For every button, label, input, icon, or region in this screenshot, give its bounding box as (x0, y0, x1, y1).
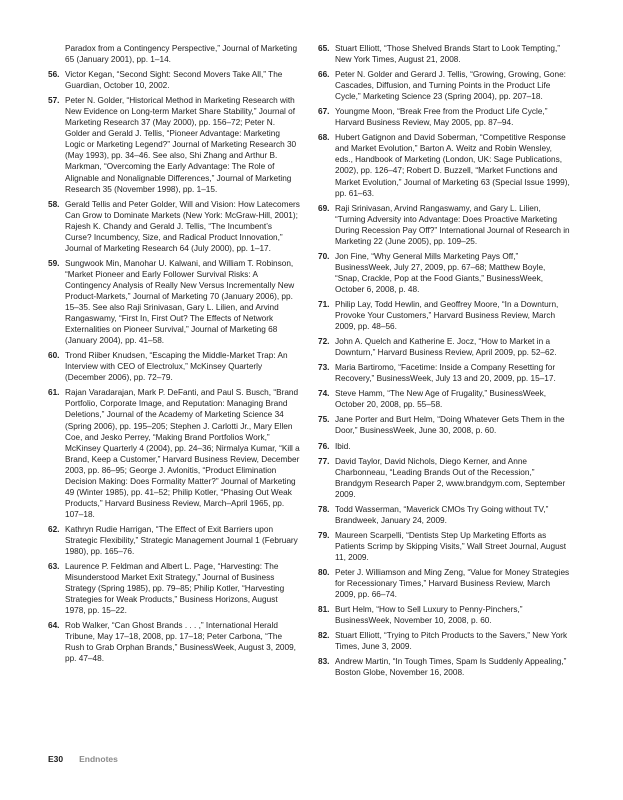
endnote-text: Stuart Elliott, “Trying to Pitch Products to the Savers,” New York Times, June 3, 2009. (335, 631, 568, 652)
endnote-text: Hubert Gatignon and David Soberman, “Competitive Response and Market Evolution,” Barton A. Weitz and Robin Wensley, eds., Handbook of Marketing (London, UK: Sage Publications, 2002), pp. 126–47; Robert D. Buzzell, “Market Functions and Market Evolution,” Journal of Marketing 63 (Special Issue 1999), pp. 61–63. (335, 133, 570, 198)
endnote-number: 60. (48, 351, 60, 361)
endnote-number: 80. (318, 567, 330, 577)
endnote-text: Maria Bartiromo, “Facetime: Inside a Company Resetting for Recovery,” BusinessWeek, July 13 and 20, 2009, pp. 15–17. (335, 363, 556, 384)
endnote-text: Steve Hamm, “The New Age of Frugality,” BusinessWeek, October 20, 2008, pp. 55–58. (335, 389, 547, 410)
endnote-text: John A. Quelch and Katherine E. Jocz, “How to Market in a Downturn,” Harvard Business Review, April 2009, pp. 52–62. (335, 337, 557, 358)
endnote (48, 95, 300, 194)
endnote-text: Gerald Tellis and Peter Golder, Will and Vision: How Latecomers Can Grow to Dominate Markets (New York: McGraw-Hill, 2001); Rajesh K. Chandy and Gerald J. Tellis, “The Incumbent’s Curse? Incumbency, Size, and Radical Product Innovation,” Journal of Marketing Research 64 (July 2000), pp. 1–17. (65, 199, 300, 253)
section-title: Endnotes (79, 754, 118, 764)
endnote (318, 530, 570, 563)
endnote-number: 82. (318, 631, 330, 641)
endnote (48, 387, 300, 520)
endnote-number: 58. (48, 199, 60, 209)
endnote-number: 73. (318, 363, 330, 373)
endnote-number: 81. (318, 605, 330, 615)
endnote-text: David Taylor, David Nichols, Diego Kerner, and Anne Charbonneau, “Leading Brands Out of the Recession,” Brandgym Research Paper 2, www.brandgym.com, September 2009. (335, 456, 566, 499)
endnote (48, 350, 300, 383)
endnote (48, 561, 300, 616)
endnote-text: Maureen Scarpelli, “Dentists Step Up Marketing Efforts as Patients Scrimp by Skipping Visits,” Wall Street Journal, August 11, 2009. (335, 530, 567, 562)
endnote-number: 59. (48, 258, 60, 268)
endnote (318, 203, 570, 247)
endnote (318, 604, 570, 626)
endnote (318, 132, 570, 198)
endnote-text: Peter N. Golder, “Historical Method in Marketing Research with New Evidence on Long-term Market Share Stability,” Journal of Marketing Research 37 (May 2000), pp. 156–72; Peter N. Golder and Gerald J. Tellis, “Pioneer Advantage: Marketing Logic or Marketing Legend?” Journal of Marketing Research 30 (May 1993), pp. 34–46. See also, Shi Zhang and Arthur B. Markman, “Overcoming the Early Advantage: The Role of Alignable and Nonalignable Differences,” Journal of Marketing Research 35 (November 1998), pp. 1–15. (65, 96, 297, 194)
endnote-text: Jane Porter and Burt Helm, “Doing Whatever Gets Them in the Door,” BusinessWeek, June 30, 2008, p. 60. (335, 415, 565, 436)
endnote-number: 69. (318, 203, 330, 213)
endnote-text: Raji Srinivasan, Arvind Rangaswamy, and Gary L. Lilien, “Turning Adversity into Advantage: Does Proactive Marketing During Recession Pay Off?” International Journal of Research in Marketing 22 (June 2005), pp. 109–25. (335, 203, 570, 246)
endnote (48, 43, 300, 65)
endnote-text: Rob Walker, “Can Ghost Brands . . . ,” International Herald Tribune, May 17–18, 2008, pp. 17–18; Peter Carbona, “The Rush to Grab Orphan Brands,” BusinessWeek, August 3, 2009, pp. 47–48. (65, 621, 296, 664)
endnote-text: Trond Riiber Knudsen, “Escaping the Middle-Market Trap: An Interview with CEO of Electrolux,” McKinsey Quarterly (December 2006), pp. 72–79. (65, 351, 288, 383)
endnote (318, 388, 570, 410)
endnote-text: Rajan Varadarajan, Mark P. DeFanti, and Paul S. Busch, “Brand Portfolio, Corporate Image, and Reputation: Managing Brand Deletions,” Journal of the Academy of Marketing Science 34 (Spring 2006), pp. 195–205; Stephen J. Carlotti Jr., Mary Ellen Coe, and Jesko Perrey, “Making Brand Portfolios Work,” McKinsey Quarterly 4 (2004), pp. 24–36; Nirmalya Kumar, “Kill a Brand, Keep a Customer,” Harvard Business Review, December 2003, pp. 86–95; George J. Avlonitis, “Product Elimination Decision Making: Does Formality Matter?” Journal of Marketing 49 (Winter 1985), pp. 41–52; Philip Kotler, “Phasing Out Weak Products,” Harvard Business Review, March–April 1965, pp. 107–18. (65, 388, 300, 519)
endnote (318, 441, 570, 452)
endnote-number: 79. (318, 530, 330, 540)
endnote-number: 70. (318, 251, 330, 261)
endnote-number: 74. (318, 389, 330, 399)
endnote-number: 77. (318, 456, 330, 466)
endnote-text: Sungwook Min, Manohar U. Kalwani, and William T. Robinson, “Market Pioneer and Early Follower Survival Risks: A Contingency Analysis of Really New Versus Incrementally New Product-Markets,” Journal of Marketing 70 (January 2006), pp. 15–35. See also Raji Srinivasan, Gary L. Lilien, and Arvind Rangaswamy, “First In, First Out? The Effects of Network Externalities on Pioneer Survival,” Journal of Marketing 68 (January 2004), pp. 41–58. (65, 258, 295, 346)
endnote (318, 656, 570, 678)
endnote (48, 620, 300, 664)
endnote (318, 504, 570, 526)
endnote-text: Burt Helm, “How to Sell Luxury to Penny-Pinchers,” BusinessWeek, November 10, 2008, p. 60. (335, 605, 523, 626)
endnote (48, 69, 300, 91)
endnote-text: Todd Wasserman, “Maverick CMOs Try Going without TV,” Brandweek, January 24, 2009. (335, 504, 549, 525)
left-column (48, 43, 300, 668)
endnote-text: Philip Lay, Todd Hewlin, and Geoffrey Moore, “In a Downturn, Provoke Your Customers,” Harvard Business Review, March 2009, pp. 48–56. (335, 299, 559, 332)
endnote (48, 199, 300, 254)
endnote-number: 65. (318, 44, 330, 53)
endnote-text: Peter N. Golder and Gerard J. Tellis, “Growing, Growing, Gone: Cascades, Diffusion, and Turning Points in the Product Life Cycle,” Marketing Science 23 (Spring 2004), pp. 207–18. (335, 70, 566, 102)
endnote-number: 62. (48, 524, 60, 534)
endnote-number: 67. (318, 107, 330, 117)
endnote-number: 76. (318, 441, 330, 451)
endnote-text: Laurence P. Feldman and Albert L. Page, “Harvesting: The Misunderstood Market Exit Strategy,” Journal of Business Strategy (Spring 1985), pp. 79–85; Philip Kotler, “Harvesting Strategies for Weak Products,” Business Horizons, August 1978, pp. 15–22. (65, 562, 285, 616)
endnote (318, 299, 570, 332)
endnote-text: Youngme Moon, “Break Free from the Product Life Cycle,” Harvard Business Review, May 2005, pp. 87–94. (335, 107, 548, 128)
endnote (318, 336, 570, 358)
endnote (318, 567, 570, 600)
endnote (318, 43, 570, 65)
endnote-number: 56. (48, 70, 60, 80)
endnote (318, 414, 570, 436)
endnote-text: Victor Kegan, “Second Sight: Second Movers Take All,” The Guardian, October 10, 2002. (65, 70, 283, 91)
endnote-text: Peter J. Williamson and Ming Zeng, “Value for Money Strategies for Recessionary Times,” Harvard Business Review, March 2009, pp. 66–74. (335, 567, 570, 600)
endnote-number: 68. (318, 133, 330, 143)
endnote-text: Andrew Martin, “In Tough Times, Spam Is Suddenly Appealing,” Boston Globe, November 16, 2008. (335, 657, 567, 678)
endnote-text: Stuart Elliott, “Those Shelved Brands Start to Look Tempting,” New York Times, August 21, 2008. (335, 44, 561, 65)
endnote (318, 251, 570, 295)
endnote (318, 106, 570, 128)
endnote-text: Ibid. (335, 441, 351, 451)
endnote-number: 78. (318, 504, 330, 514)
endnote-number: 71. (318, 299, 330, 309)
endnote-number: 63. (48, 562, 60, 572)
endnote-number: 66. (318, 70, 330, 80)
endnote (318, 630, 570, 652)
endnote (48, 258, 300, 346)
endnote-text: Kathryn Rudie Harrigan, “The Effect of Exit Barriers upon Strategic Flexibility,” Strategic Management Journal 1 (February 1980), pp. 165–76. (65, 524, 298, 557)
endnote-number: 61. (48, 388, 60, 398)
page-number: E30 (48, 754, 64, 764)
endnote-number: 72. (318, 337, 330, 347)
endnote-number: 64. (48, 621, 60, 631)
endnote (318, 69, 570, 102)
endnote-number: 57. (48, 96, 60, 106)
endnote (318, 362, 570, 384)
page-footer (48, 754, 118, 764)
right-column (318, 43, 570, 682)
endnote (318, 456, 570, 500)
endnote-text: Paradox from a Contingency Perspective,” Journal of Marketing 65 (January 2001), pp. 1–14. (65, 44, 298, 65)
endnote-number: 83. (318, 657, 330, 667)
endnote-text: Jon Fine, “Why General Mills Marketing Pays Off,” BusinessWeek, July 27, 2009, pp. 67–68; Matthew Boyle, “Snap, Crackle, Pop at the Food Giants,” BusinessWeek, October 6, 2008, p. 48. (335, 251, 546, 294)
endnote (48, 524, 300, 557)
endnote-number: 75. (318, 415, 330, 425)
